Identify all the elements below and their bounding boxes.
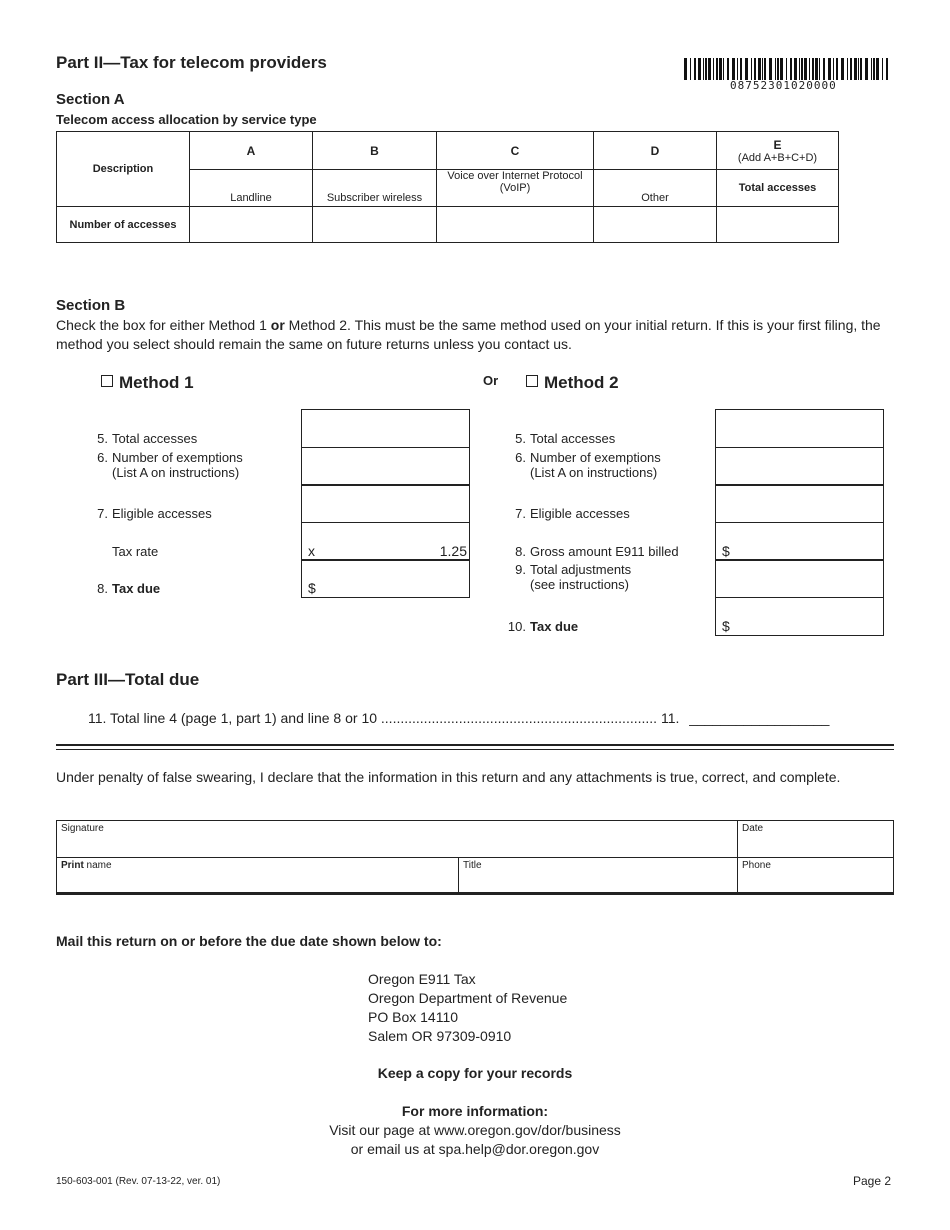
barcode-bar (833, 58, 834, 80)
instr-text: Check the box for either Method 1 (56, 317, 271, 333)
tax-rate-value: 1.25 (439, 542, 467, 559)
barcode-bar (876, 58, 879, 80)
barcode-bar (790, 58, 792, 80)
keep-copy: Keep a copy for your records (377, 1065, 573, 1081)
signature-label: Signature (61, 823, 104, 834)
prefix: $ (308, 580, 316, 596)
date-field[interactable] (738, 821, 894, 858)
barcode (684, 58, 894, 80)
col-c-label: Voice over Internet Protocol (VoIP) (437, 170, 594, 207)
instr-text: Method 2. This must be the same method used on your initial return. If this is your first filing, the method you select should remain the same on future returns unless you contact us. (56, 317, 881, 352)
line-text: Tax rate (112, 543, 159, 559)
line-label (506, 450, 661, 480)
barcode-bar (804, 58, 807, 80)
landline-input[interactable] (190, 207, 313, 243)
address-line: Oregon Department of Revenue (368, 990, 568, 1006)
form-id: 150-603-001 (Rev. 07-13-22, ver. 01) (56, 1176, 221, 1187)
barcode-bar (727, 58, 729, 80)
prefix: x (308, 542, 315, 559)
title-label: Title (463, 860, 482, 871)
line-number: 7. (515, 506, 526, 521)
line-label (506, 619, 578, 634)
barcode-bar (886, 58, 888, 80)
row-label: Number of accesses (57, 207, 190, 243)
line-11 (88, 710, 829, 726)
col-e-letter: E (773, 137, 782, 152)
address-line: Salem OR 97309-0910 (368, 1028, 512, 1044)
line-input[interactable] (301, 522, 470, 561)
email-link[interactable]: or email us at spa.help@dor.oregon.gov (350, 1141, 600, 1157)
line-number: 8. (97, 581, 108, 596)
line-label (88, 544, 158, 559)
mailing-address (368, 970, 567, 1046)
line-text: Total accesses (530, 431, 616, 446)
barcode-bar (740, 58, 742, 80)
line-number: 5. (97, 431, 108, 446)
barcode-bar (762, 58, 763, 80)
barcode-bar (786, 58, 787, 80)
barcode-bar (716, 58, 718, 80)
line-number: 8. (515, 543, 526, 559)
line-text: Number of exemptions (530, 449, 661, 465)
declaration: Under penalty of false swearing, I declare that the information in this return and any attachments is true, correct, and complete. (56, 769, 841, 785)
barcode-bar (823, 58, 825, 80)
barcode-bar (698, 58, 701, 80)
wireless-input[interactable] (313, 207, 437, 243)
barcode-bar (794, 58, 797, 80)
line-number: 6. (515, 449, 526, 465)
col-d-label: Other (594, 170, 717, 207)
col-c-letter: C (437, 132, 594, 170)
line-number: 9. (515, 562, 526, 577)
prefix: $ (722, 542, 730, 559)
line-input[interactable] (715, 484, 884, 523)
part2-title: Part II—Tax for telecom providers (56, 53, 327, 72)
barcode-bar (860, 58, 862, 80)
line-subtext: (see instructions) (530, 577, 629, 592)
method2-checkbox[interactable] (526, 375, 538, 387)
line-text: Eligible accesses (112, 506, 212, 521)
name-label: name (83, 860, 112, 871)
method2-option[interactable] (526, 373, 619, 393)
line-label (506, 506, 630, 521)
line-label (88, 450, 243, 480)
signature-field[interactable] (57, 821, 738, 858)
barcode-bar (737, 58, 738, 80)
description-header: Description (57, 132, 190, 207)
line-number: 5. (515, 431, 526, 446)
line-label (88, 506, 212, 521)
barcode-bar (809, 58, 810, 80)
line-subtext: (List A on instructions) (112, 464, 240, 480)
line-number: 6. (97, 449, 108, 465)
barcode-bar (812, 58, 814, 80)
line-label (506, 562, 631, 592)
barcode-bar (764, 58, 766, 80)
barcode-bar (769, 58, 772, 80)
line-11-label: 11. Total line 4 (page 1, part 1) and line 8 or 10 ....................................................................... 11. (88, 710, 680, 726)
barcode-bar (708, 58, 711, 80)
line-text: Total adjustments (530, 562, 632, 577)
line-label (506, 431, 615, 446)
line-text: Tax due (112, 581, 161, 596)
phone-field[interactable] (738, 858, 894, 893)
barcode-bar (858, 58, 859, 80)
col-e-sub: (Add A+B+C+D) (737, 151, 818, 164)
barcode-bar (703, 58, 704, 80)
line-label (506, 544, 679, 559)
line-text: Number of exemptions (112, 449, 243, 465)
barcode-bar (850, 58, 852, 80)
col-e-header (717, 132, 839, 170)
section-a-title: Section A (56, 91, 125, 108)
line-input[interactable] (301, 409, 470, 448)
barcode-bar (865, 58, 868, 80)
barcode-bar (854, 58, 857, 80)
barcode-bar (723, 58, 724, 80)
barcode-bar (694, 58, 696, 80)
line-text: Total accesses (112, 431, 198, 446)
signature-table (56, 820, 894, 895)
other-input[interactable] (594, 207, 717, 243)
line-text: Eligible accesses (530, 506, 630, 521)
barcode-bar (713, 58, 714, 80)
line-input[interactable] (715, 447, 884, 486)
barcode-bar (847, 58, 848, 80)
divider (56, 744, 894, 746)
line-input[interactable] (301, 484, 470, 523)
barcode-bar (751, 58, 752, 80)
mail-heading: Mail this return on or before the due date shown below to: (56, 933, 442, 949)
line-input[interactable] (301, 447, 470, 486)
col-b-letter: B (313, 132, 437, 170)
part3-title: Part III—Total due (56, 670, 200, 689)
total-accesses-input[interactable] (717, 207, 839, 243)
instr-or: or (270, 317, 285, 333)
barcode-bar (819, 58, 820, 80)
line-text: Gross amount E911 billed (530, 543, 679, 559)
more-info: For more information: (401, 1103, 549, 1119)
barcode-bar (705, 58, 707, 80)
barcode-bar (754, 58, 756, 80)
line-input[interactable] (715, 522, 884, 561)
barcode-bar (873, 58, 875, 80)
barcode-bar (828, 58, 831, 80)
page-number: Page 2 (853, 1174, 892, 1188)
line-label (88, 581, 160, 596)
line-input[interactable] (715, 409, 884, 448)
method1-checkbox[interactable] (101, 375, 113, 387)
barcode-bar (775, 58, 776, 80)
barcode-bar (841, 58, 844, 80)
method2-label: Method 2 (544, 373, 619, 392)
line-text: Tax due (530, 618, 579, 634)
barcode-bar (777, 58, 779, 80)
line-input[interactable] (715, 597, 884, 636)
barcode-bar (719, 58, 722, 80)
line-number: 10. (507, 618, 526, 634)
phone-label: Phone (742, 860, 771, 871)
line-11-input[interactable]: __________________ (689, 710, 830, 726)
barcode-bar (758, 58, 761, 80)
barcode-bar (815, 58, 818, 80)
address-line: Oregon E911 Tax (368, 971, 476, 987)
line-input[interactable] (301, 559, 470, 598)
line-subtext: (List A on instructions) (530, 464, 658, 480)
section-a-subtitle: Telecom access allocation by service type (56, 112, 317, 127)
access-allocation-table (56, 131, 839, 243)
prefix: $ (722, 617, 730, 634)
barcode-bar (799, 58, 800, 80)
barcode-bar (732, 58, 735, 80)
barcode-bar (882, 58, 883, 80)
method1-option[interactable] (101, 373, 194, 393)
section-b-instructions (56, 316, 896, 354)
visit-link[interactable]: Visit our page at www.oregon.gov/dor/business (329, 1122, 621, 1138)
col-a-letter: A (190, 132, 313, 170)
col-b-label: Subscriber wireless (313, 170, 437, 207)
voip-input[interactable] (437, 207, 594, 243)
barcode-bar (836, 58, 838, 80)
barcode-bar (745, 58, 748, 80)
address-line: PO Box 14110 (368, 1009, 459, 1025)
barcode-bar (871, 58, 872, 80)
date-label: Date (742, 823, 764, 834)
barcode-bar (684, 58, 687, 80)
col-d-letter: D (594, 132, 717, 170)
method1-label: Method 1 (119, 373, 194, 392)
col-a-label: Landline (190, 170, 313, 207)
print-label: Print (61, 860, 84, 871)
line-number: 7. (97, 506, 108, 521)
or-label: Or (483, 373, 499, 388)
col-e-label: Total accesses (717, 170, 839, 207)
title-field[interactable] (459, 858, 738, 893)
barcode-bar (690, 58, 691, 80)
barcode-bar (780, 58, 783, 80)
barcode-number: 08752301020000 (730, 79, 837, 92)
barcode-bar (801, 58, 803, 80)
divider (56, 749, 894, 750)
line-label (88, 431, 197, 446)
line-input[interactable] (715, 559, 884, 598)
print-name-field[interactable] (57, 858, 459, 893)
section-b-title: Section B (56, 297, 126, 314)
